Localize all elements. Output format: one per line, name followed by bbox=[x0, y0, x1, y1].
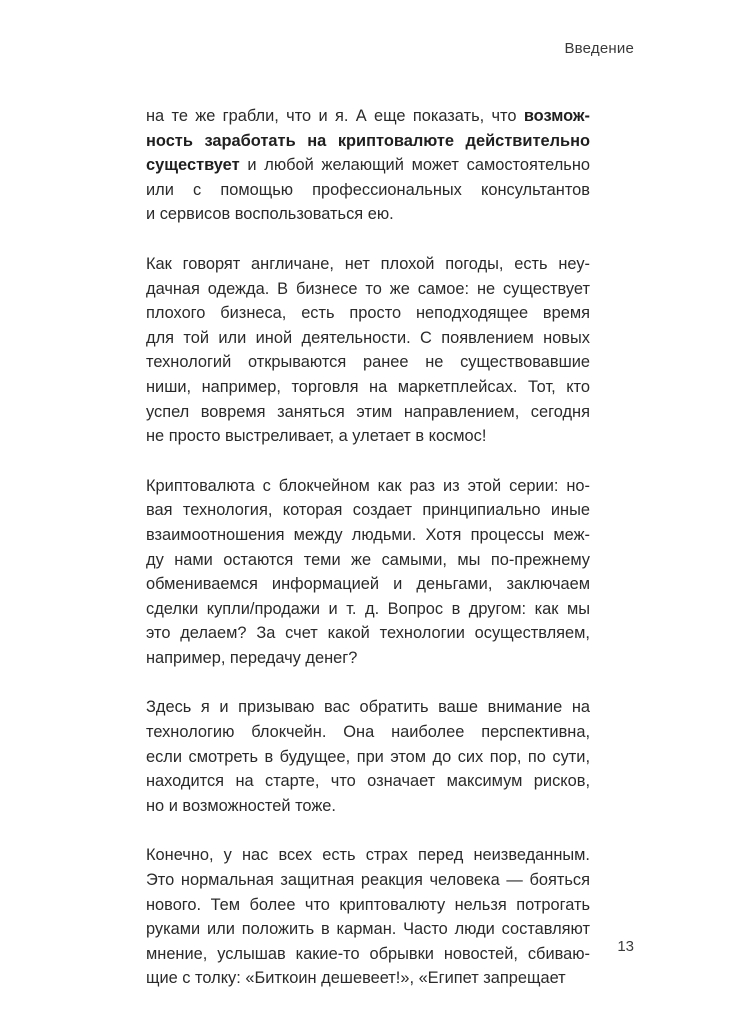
text-run: обмениваемся информацией и деньгами, заключаем bbox=[146, 575, 590, 594]
text-line bbox=[146, 868, 590, 893]
text-run: Криптовалюта с блокчейном как раз из этой серии: но- bbox=[146, 476, 590, 495]
text-line bbox=[146, 695, 590, 720]
text-run: на те же грабли, что и я. А еще показать, что bbox=[146, 107, 524, 125]
text-run: нового. Тем более что криптовалюту нельзя потрогать bbox=[146, 895, 590, 914]
text-line bbox=[146, 548, 590, 573]
bold-text-run: возмож- bbox=[523, 107, 590, 125]
text-line bbox=[146, 597, 590, 622]
text-run: или с помощью профессиональных консультантов bbox=[146, 180, 590, 199]
text-line bbox=[146, 745, 590, 770]
text-run: сделки купли/продажи и т. д. Вопрос в другом: как мы bbox=[146, 599, 590, 618]
text-line bbox=[146, 202, 590, 227]
text-run: Это нормальная защитная реакция человека — бояться bbox=[146, 871, 590, 890]
text-run: ду нами остаются теми же самыми, мы по-прежнему bbox=[146, 550, 590, 569]
body-text bbox=[146, 104, 590, 1016]
text-run: для той или иной деятельности. С появлением новых bbox=[146, 328, 590, 347]
text-run: и любой желающий может самостоятельно bbox=[239, 156, 590, 175]
text-run: не просто выстреливает, а улетает в космос! bbox=[146, 427, 487, 446]
text-line bbox=[146, 474, 590, 499]
text-run: находится на старте, что означает максимум рисков, bbox=[146, 772, 590, 791]
text-run: дачная одежда. В бизнесе то же самое: не существует bbox=[146, 279, 590, 298]
text-run: взаимоотношения между людьми. Хотя процессы меж- bbox=[146, 525, 590, 544]
text-line bbox=[146, 424, 590, 449]
text-line bbox=[146, 350, 590, 375]
text-run: мнение, услышав какие-то обрывки новостей, сбиваю- bbox=[146, 944, 590, 963]
text-run: вая технология, которая создает принципиально иные bbox=[146, 501, 590, 520]
text-line bbox=[146, 794, 590, 819]
text-run: щие с толку: «Биткоин дешевеет!», «Египет запрещает bbox=[146, 969, 566, 988]
text-line bbox=[146, 498, 590, 523]
paragraph bbox=[146, 104, 590, 227]
text-line bbox=[146, 966, 590, 991]
paragraph bbox=[146, 252, 590, 449]
text-run: и сервисов воспользоваться ею. bbox=[146, 205, 394, 224]
text-run: если смотреть в будущее, при этом до сих пор, по сути, bbox=[146, 747, 590, 766]
text-line bbox=[146, 769, 590, 794]
text-run: плохого бизнеса, есть просто неподходящее время bbox=[146, 304, 590, 323]
text-run: но и возможностей тоже. bbox=[146, 796, 336, 815]
text-run: например, передачу денег? bbox=[146, 648, 358, 667]
text-run: руками или положить в карман. Часто люди составляют bbox=[146, 920, 590, 939]
text-run: это делаем? За счет какой технологии осуществляем, bbox=[146, 624, 590, 643]
text-line bbox=[146, 104, 590, 129]
text-line bbox=[146, 572, 590, 597]
text-line bbox=[146, 252, 590, 277]
paragraph bbox=[146, 843, 590, 991]
text-line bbox=[146, 129, 590, 154]
paragraph bbox=[146, 474, 590, 671]
text-run: Конечно, у нас всех есть страх перед неизведанным. bbox=[146, 846, 590, 865]
text-run: Здесь я и призываю вас обратить ваше внимание на bbox=[146, 698, 590, 717]
text-line bbox=[146, 621, 590, 646]
text-line bbox=[146, 277, 590, 302]
text-line bbox=[146, 942, 590, 967]
text-run: ниши, например, торговля на маркетплейсах. Тот, кто bbox=[146, 377, 590, 396]
text-line bbox=[146, 720, 590, 745]
text-line bbox=[146, 301, 590, 326]
text-line bbox=[146, 178, 590, 203]
text-line bbox=[146, 523, 590, 548]
text-run: Как говорят англичане, нет плохой погоды, есть неу- bbox=[146, 254, 590, 273]
bold-text-run: существует bbox=[146, 156, 240, 175]
text-line bbox=[146, 375, 590, 400]
text-line bbox=[146, 917, 590, 942]
text-run: технологий открываются ранее не существовавшие bbox=[146, 353, 590, 372]
text-line bbox=[146, 326, 590, 351]
text-run: успел вовремя заняться этим направлением, сегодня bbox=[146, 402, 590, 421]
bold-text-run: ность заработать на криптовалюте действительно bbox=[146, 131, 590, 150]
paragraph bbox=[146, 695, 590, 818]
text-line bbox=[146, 893, 590, 918]
page-number: 13 bbox=[617, 938, 634, 955]
text-line bbox=[146, 843, 590, 868]
text-line bbox=[146, 153, 590, 178]
running-head-title: Введение bbox=[564, 40, 634, 57]
text-line bbox=[146, 646, 590, 671]
text-run: технологию блокчейн. Она наиболее перспективна, bbox=[146, 723, 590, 742]
text-line bbox=[146, 400, 590, 425]
